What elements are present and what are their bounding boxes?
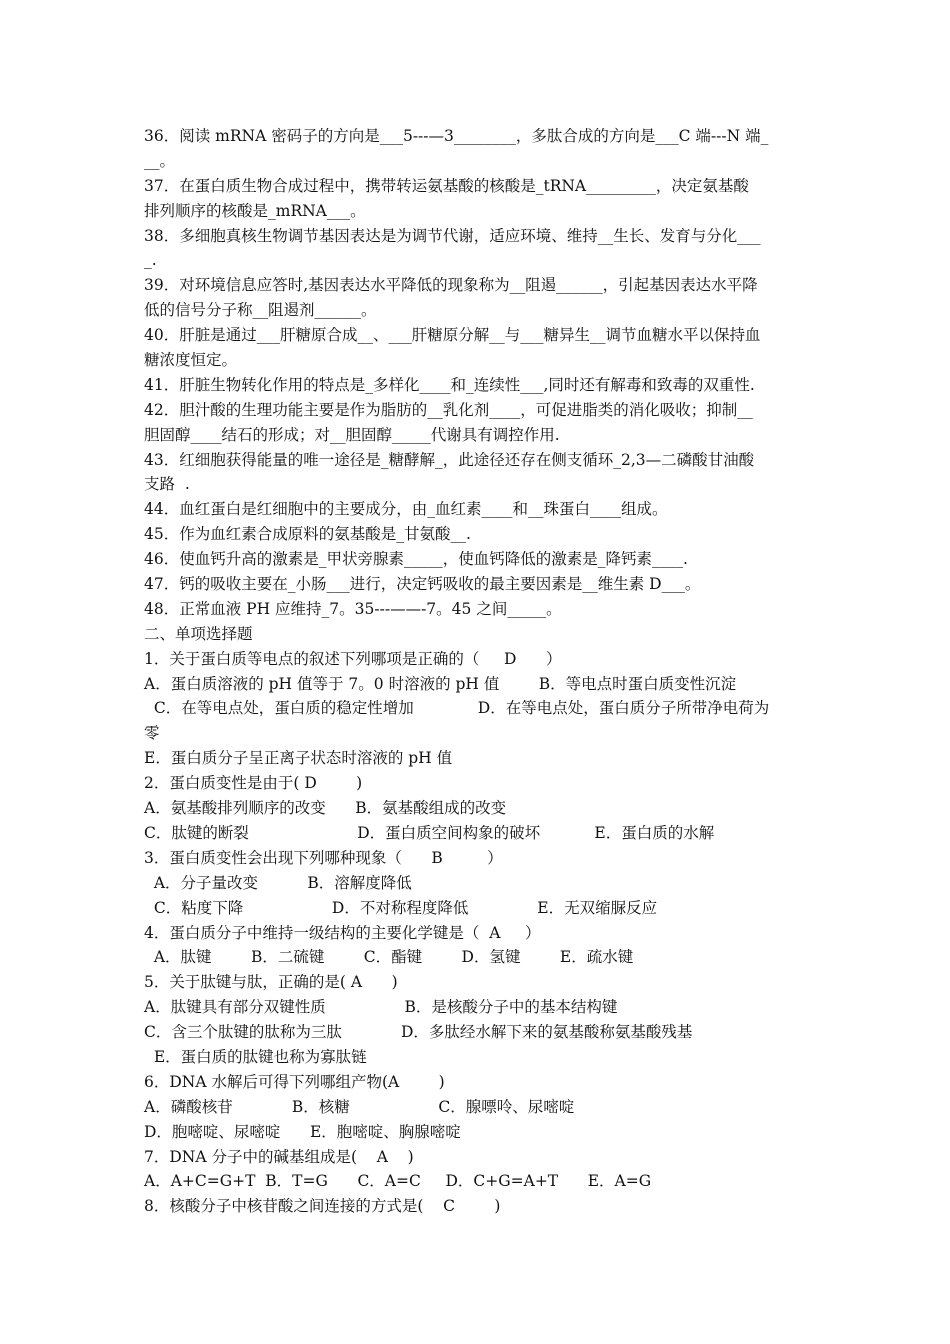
text-line: 47．钙的吸收主要在_小肠___进行，决定钙吸收的最主要因素是__维生素 D___。 [144, 575, 701, 594]
question-line: 1．关于蛋白质等电点的叙述下列哪项是正确的（ D ） [144, 649, 562, 668]
text-line: 胆固醇____结石的形成；对__胆固醇_____代谢具有调控作用. [144, 425, 560, 444]
option-line: A．分子量改变 B．溶解度降低 [144, 873, 412, 892]
option-line: A．氨基酸排列顺序的改变 B．氨基酸组成的改变 [144, 799, 507, 818]
option-line: E．蛋白质分子呈正离子状态时溶液的 pH 值 [144, 749, 453, 768]
question-line: 2．蛋白质变性是由于( D ) [144, 774, 363, 793]
text-line: 38．多细胞真核生物调节基因表达是为调节代谢，适应环境、维持__生长、发育与分化___ [144, 226, 761, 245]
text-line: 排列顺序的核酸是_mRNA___。 [144, 201, 366, 220]
text-line: 41．肝脏生物转化作用的特点是_多样化____和_连续性___,同时还有解毒和致毒的双重性. [144, 375, 755, 394]
text-line: 44．血红蛋白是红细胞中的主要成分，由_血红素____和__珠蛋白____组成。 [144, 500, 668, 519]
text-line: 36．阅读 mRNA 密码子的方向是___5---—3________，多肽合成的方向是___C 端---N 端_ [144, 127, 769, 145]
question-line: 5．关于肽键与肽，正确的是( A ) [144, 973, 398, 992]
question-line: 8．核酸分子中核苷酸之间连接的方式是( C ) [144, 1197, 501, 1216]
text-line: 37．在蛋白质生物合成过程中，携带转运氨基酸的核酸是_tRNA_________，决定氨基酸 [144, 176, 749, 195]
option-line: C．在等电点处，蛋白质的稳定性增加 D．在等电点处，蛋白质分子所带净电荷为 [144, 699, 770, 718]
text-line: 39．对环境信息应答时,基因表达水平降低的现象称为__阻遏______，引起基因表达水平降 [144, 276, 758, 295]
question-line: 6．DNA 水解后可得下列哪组产物(A ) [144, 1072, 445, 1091]
option-line: A．磷酸核苷 B．核糖 C．腺嘌呤、尿嘧啶 [144, 1097, 575, 1116]
section-heading: 二、单项选择题 [144, 624, 253, 643]
document-body [144, 124, 812, 1219]
text-line: __。 [144, 151, 176, 170]
option-line: C．肽键的断裂 D．蛋白质空间构象的破坏 E．蛋白质的水解 [144, 823, 715, 842]
option-line: A．肽键 B．二硫键 C．酯键 D．氢键 E．疏水键 [144, 948, 634, 967]
text-line: 40．肝脏是通过___肝糖原合成__、___肝糖原分解__与___糖异生__调节血糖水平以保持血 [144, 326, 761, 345]
text-line: 42．胆汁酸的生理功能主要是作为脂肪的__乳化剂____，可促进脂类的消化吸收；抑制__ [144, 400, 753, 419]
text-line: 低的信号分子称__阻遏剂______。 [144, 301, 377, 320]
text-line: 43．红细胞获得能量的唯一途径是_糖酵解_，此途径还存在侧支循环_2,3—二磷酸甘油酸 [144, 450, 755, 469]
option-line: D．胞嘧啶、尿嘧啶 E．胞嘧啶、胸腺嘧啶 [144, 1122, 461, 1141]
text-line: 45．作为血红素合成原料的氨基酸是_甘氨酸__. [144, 525, 471, 544]
question-line: 7．DNA 分子中的碱基组成是( A ) [144, 1147, 414, 1166]
text-line: 48．正常血液 PH 应维持_7。35---——-7。45 之间_____。 [144, 599, 562, 618]
text-line: 46．使血钙升高的激素是_甲状旁腺素_____，使血钙降低的激素是_降钙素____. [144, 550, 688, 569]
option-line: A．肽键具有部分双键性质 B．是核酸分子中的基本结构键 [144, 998, 618, 1017]
option-line: E．蛋白质的肽键也称为寡肽链 [144, 1047, 367, 1066]
option-line: A．A+C=G+T B．T=G C．A=C D．C+G=A+T E．A=G [144, 1172, 652, 1191]
option-line: A．蛋白质溶液的 pH 值等于 7。0 时溶液的 pH 值 B．等电点时蛋白质变性沉淀 [144, 674, 737, 693]
text-line: 支路 . [144, 475, 190, 494]
text-line: _. [144, 251, 157, 270]
question-line: 3．蛋白质变性会出现下列哪种现象（ B ） [144, 848, 503, 867]
option-line: 零 [144, 724, 160, 743]
option-line: C．粘度下降 D．不对称程度降低 E．无双缩脲反应 [144, 898, 658, 917]
text-line: 糖浓度恒定。 [144, 351, 238, 370]
option-line: C．含三个肽键的肽称为三肽 D．多肽经水解下来的氨基酸称氨基酸残基 [144, 1023, 693, 1042]
question-line: 4．蛋白质分子中维持一级结构的主要化学键是（ A ） [144, 923, 541, 942]
